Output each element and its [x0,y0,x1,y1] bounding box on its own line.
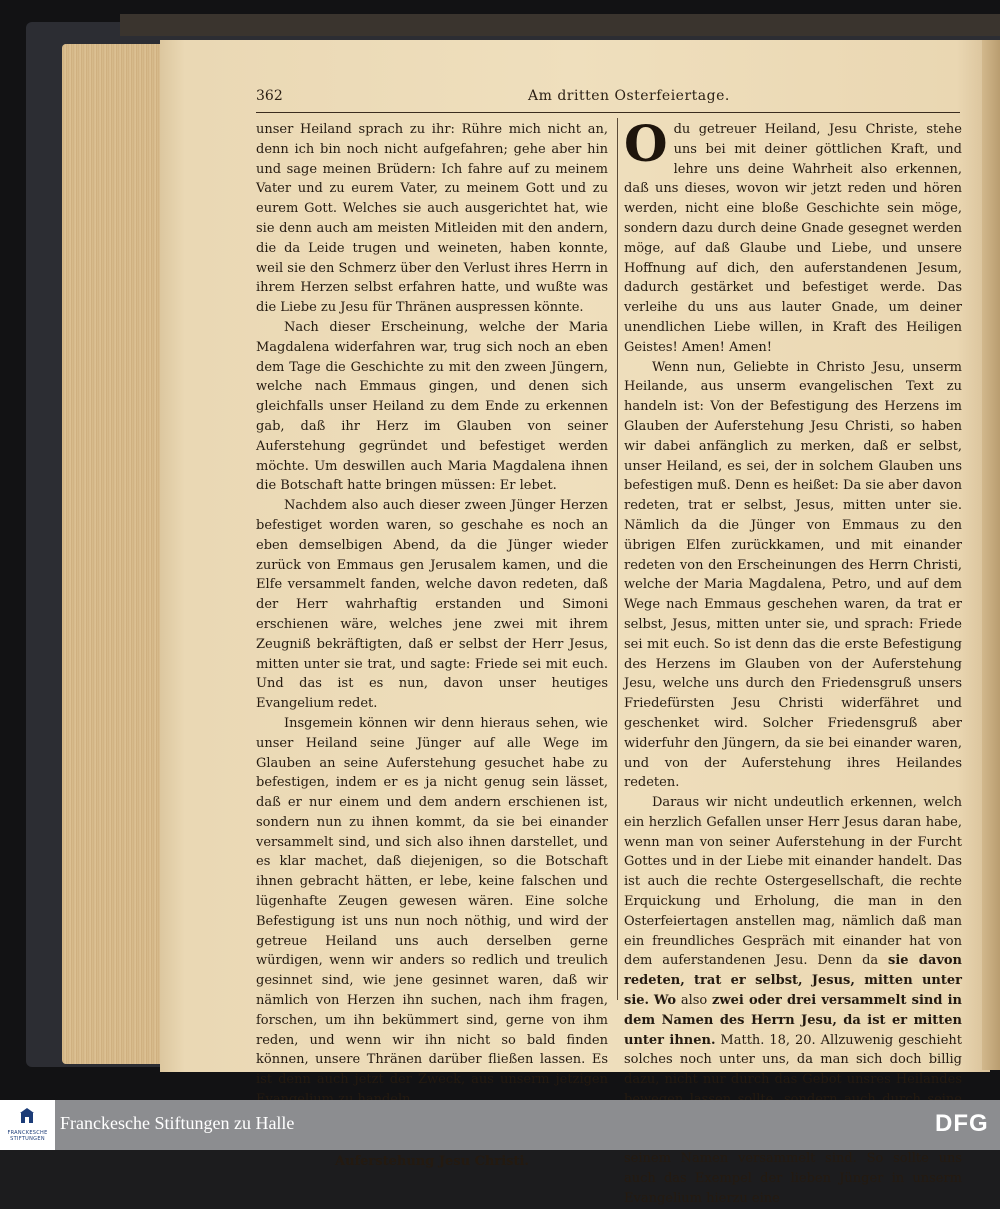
dfg-logo[interactable]: DFG [935,1110,989,1137]
header-rule [256,112,960,113]
paragraph: Wenn nun, Geliebte in Christo Jesu, unserm Heilande, aus unserm evangelischen Text zu handeln ist: Von der Befestigung des Herzens im Glauben der Auferstehung Jesu Christi, so haben wir dabei anfänglich zu merken, daß er selbst, unser Heiland, es sei, der in solchem Glauben uns befestigen muß. Denn es heißet: Da sie aber davon redeten, trat er selbst, Jesus, mitten unter sie. Nämlich da die Jünger von Emmaus zu den übrigen Elfen zurückkamen, und mit einander redeten von den Erscheinungen des Herrn Christi, welche der Maria Magdalena, Petro, und auf dem Wege nach Emmaus geschehen waren, da trat er selbst, Jesus, mitten unter sie, und sprach: Friede sei mit euch. So ist denn das die erste Befestigung des Herzens im Glauben von der Auferstehung Jesu, welche uns durch den Friedensgruß unsers Friedefürsten Jesu Christi widerfähret und geschenket wird. Solcher Friedensgruß aber widerfuhr den Jüngern, da sie bei einander waren, und von der Auferstehung ihres Heilandes redeten. [624,359,962,791]
paragraph: Insgemein können wir denn hieraus sehen, wie unser Heiland seine Jünger auf alle Wege im Glauben an seine Auferstehung gesuchet habe zu befestigen, indem er es ja nicht genug sein lässet, daß er nur einem und dem andern erschienen ist, sondern nun zu ihnen kommt, da sie bei einander versammelt sind, und sich also ihnen darstellet, und es klar machet, daß diejenigen, so die Botschaft ihnen gebracht hätten, er lebe, keine falschen und lügenhafte Zeugen gewesen wären. Eine solche Befestigung ist uns nun noch nöthig, und wird der getreue Heiland uns auch derselben gerne würdigen, wenn wir anders so redlich und treulich gesinnet sind, wie jene gesinnet waren, daß wir nämlich von Herzen ihn suchen, nach ihm fragen, forschen, um ihn bekümmert sind, gerne von ihm reden, und wenn wir ihn nicht so bald finden können, unsere Thränen darüber fließen lassen. Es ist denn auch jetzt der Zweck, aus unserm jetzigen [256,715,608,1088]
page-block-edges [62,44,174,1064]
prayer-paragraph [624,114,962,358]
paragraph: unser Heiland sprach zu ihr: Rühre mich nicht an, denn ich bin noch nicht aufgefahren; gehe aber hin und sage meinen Brüdern: Ich fahre auf zu meinem Vater und zu eurem Vater, zu meinem Gott und zu eurem Gott. Welches sie auch ausgerichtet hat, wie sie denn auch am meisten Mitleiden mit den andern, die da Leide trugen und weineten, haben konnte, weil sie den Schmerz über den Verlust ihres Herrn in ihrem Herzen selbst erfahren hatte, und wußte was die Liebe zu Jesu für Thränen auspressen könnte. [256,122,608,316]
logo-text: FRANCKESCHE STIFTUNGEN [7,1130,48,1142]
right-page-edge [982,40,1000,1070]
paragraph: Nachdem also auch dieser zween Jünger Herzen befestiget worden waren, so geschahe es noch an eben demselbigen Abend, da die Jünger wieder zurück von Emmaus gen Jerusalem kamen, und die Elfe versammelt fanden, welche davon redeten, daß der Herr wahrhaftig erstanden und Simoni erschienen wäre, welches jene zwei mit ihrem Zeugniß bekräftigten, daß er selbst der Herr Jesus, mitten unter sie trat, und sagte: Friede sei mit euch. Und das ist es nun, davon unser heutiges Evangelium redet. [256,498,608,712]
drop-cap-initial: O [624,114,668,173]
institution-name[interactable]: Franckesche Stiftungen zu Halle [60,1113,295,1133]
column-divider [617,118,618,1000]
section-heading-line: Auferstehung Jesu Christi. [335,1153,529,1169]
emphasized-word: Wo [653,993,677,1009]
prayer-text: du getreuer Heiland, Jesu Christe, stehe uns bei mit deiner göttlichen Kraft, und lehre uns deine Wahrheit also erkennen, daß uns dieses, wovon wir jetzt reden und hören werden, nicht eine bloße Geschichte sein möge, sondern dazu durch deine Gnade gesegnet werden möge, auf daß Glaube und Liebe, und unsere Hoffnung auf dich, den auferstandenen Jesum, dadurch gestärket und befestiget werde. Das verleihe du uns aus lauter Gnade, um deiner unendlichen Liebe willen, in Kraft des Heiligen Geistes! Amen! Amen! [624,122,962,355]
paragraph-text: Daraus wir nicht undeutlich erkennen, welch ein herzlich Gefallen unser Herr Jesus daran habe, wenn man von seiner Auferstehung in der Furcht Gottes und in der Liebe mit einander handelt. Das ist auch die rechte Ostergesellschaft, die rechte Erquickung und Erholung, die man in den Osterfeiertagen anstellen mag, nämlich daß man ein freundliches Gespräch mit einander hat von dem auferstandenen Jesu. Denn da [624,795,962,969]
right-column [624,114,962,1209]
footer-bar [0,1100,1000,1150]
building-icon [20,1108,34,1124]
page-number: 362 [256,88,283,104]
running-head: Am dritten Osterfeiertage. [528,88,730,104]
left-column [256,120,608,1172]
paragraph-text: Matth. 18, 20. Allzuwenig geschieht solches noch unter uns, da man sich doch billig dazu, nicht nur durch das Gebot unsres Heilandes seinem Namen versammelt sind. So sollte uns auch das Exempel der lieben Jünger in unserm Evangelium hierzu eine [624,1032,962,1207]
paragraph-text: also [680,993,708,1009]
cover-top-edge [120,14,1000,36]
emphasized-quote: sie davon redeten, trat er selbst, Jesus, mitten unter sie. [624,953,962,1009]
paragraph: Nach dieser Erscheinung, welche der Maria Magdalena widerfahren war, trug sich noch an eben dem Tage die Geschichte zu mit den zween Jüngern, welche nach Emmaus gingen, und denen sich gleichfalls unser Heiland zu dem Ende zu erkennen gab, daß ihr Herz im Glauben von seiner Auferstehung gegründet und befestiget werden möchte. Um deswillen auch Maria Magdalena ihnen die Botschaft hatte bringen müssen: Er lebet. [256,319,608,494]
emphasized-quote: zwei oder drei versammelt sind in dem Namen des Herrn Jesu, da ist er mitten unter ihnen. [624,993,962,1048]
institution-logo[interactable] [0,1100,55,1150]
